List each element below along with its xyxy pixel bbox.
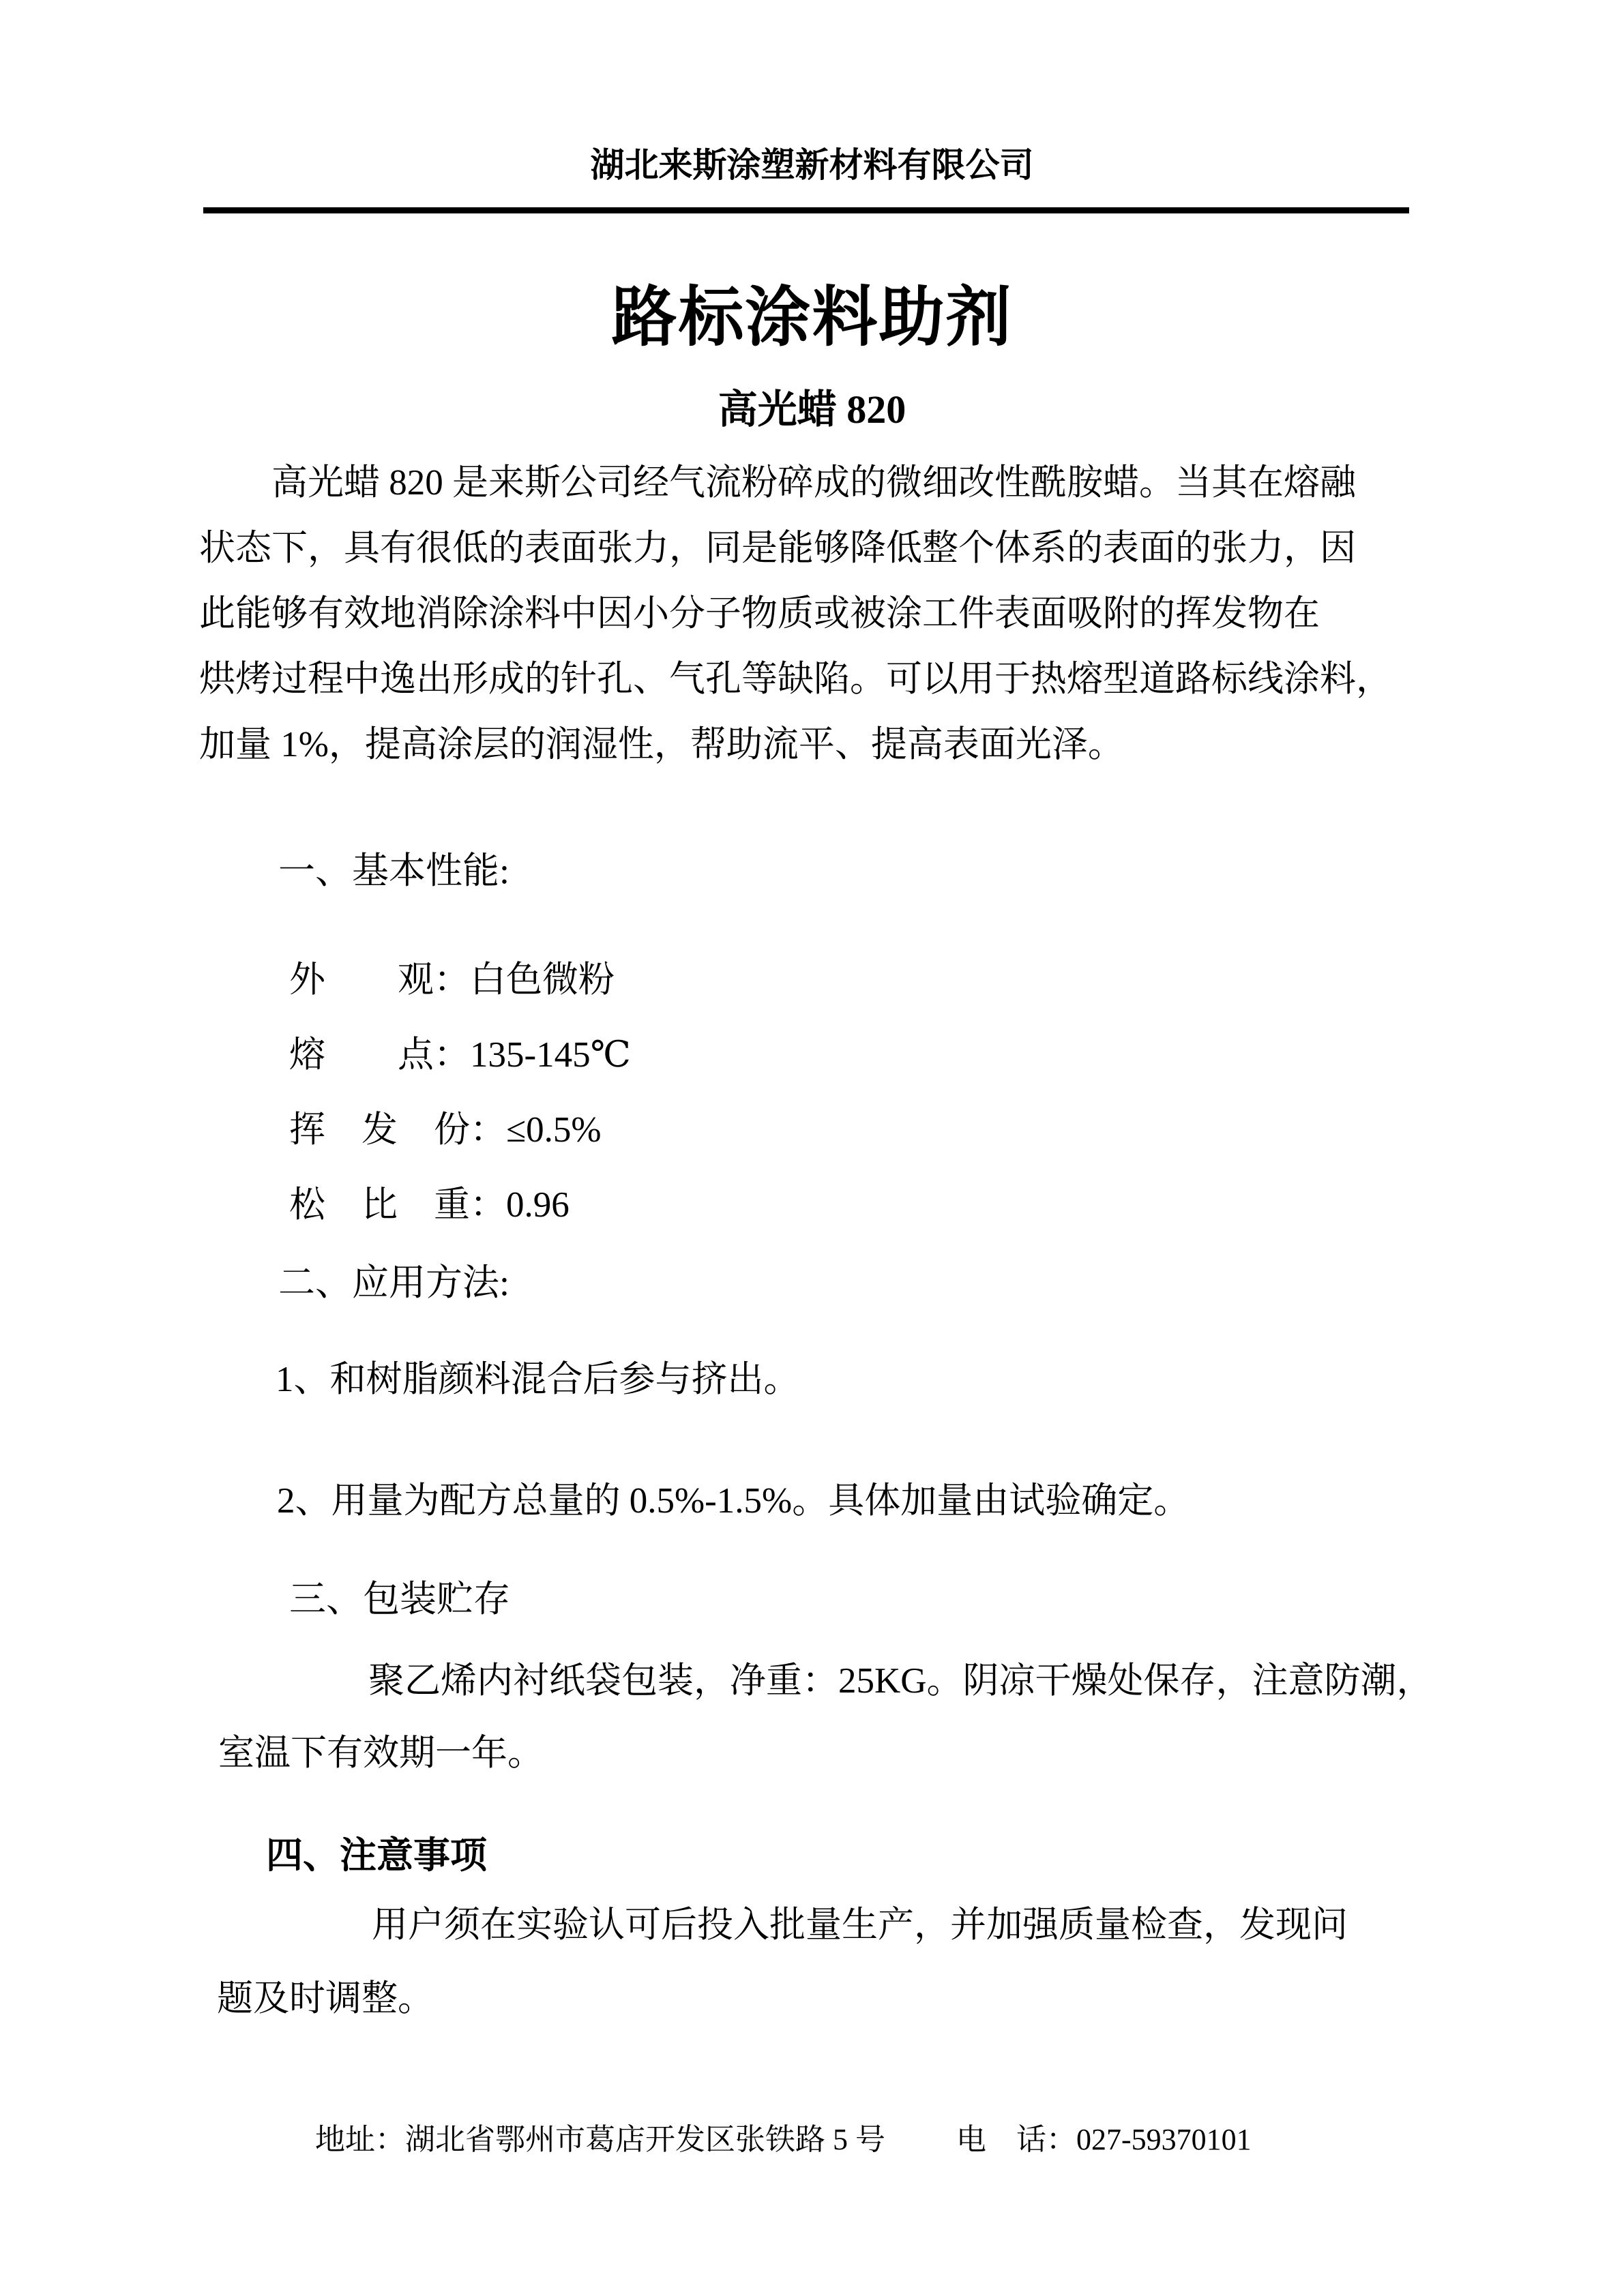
- document-subtitle: 高光蜡 820: [718, 387, 906, 432]
- section-heading-basic-properties: 一、基本性能:: [278, 850, 510, 891]
- property-appearance: 外 观：白色微粉: [289, 960, 615, 1000]
- intro-line: 烘烤过程中逸出形成的针孔、气孔等缺陷。可以用于热熔型道路标线涂料，: [199, 659, 1392, 699]
- notes-line-2: 题及时调整。: [217, 1979, 434, 2018]
- basic-properties-list: [289, 942, 631, 1242]
- footer-address: 地址：湖北省鄂州市葛店开发区张铁路 5 号: [315, 2123, 885, 2156]
- intro-paragraph: [199, 450, 1441, 777]
- property-volatile-content: 挥 发 份：≤0.5%: [289, 1110, 602, 1150]
- packaging-line-2: 室温下有效期一年。: [218, 1733, 544, 1773]
- section-heading-notes: 四、注意事项: [266, 1835, 487, 1876]
- notes-line-1: 用户须在实验认可后投入批量生产，并加强质量检查，发现问: [372, 1905, 1348, 1945]
- section-heading-application: 二、应用方法:: [278, 1262, 510, 1303]
- intro-line: 高光蜡 820 是来斯公司经气流粉碎成的微细改性酰胺蜡。当其在熔融: [271, 463, 1356, 503]
- page-footer: [315, 2122, 1252, 2158]
- intro-line: 状态下，具有很低的表面张力，同是能够降低整个体系的表面的张力，因: [199, 528, 1356, 568]
- property-melting-point: 熔 点：135-145℃: [289, 1035, 631, 1075]
- company-name: 湖北来斯涂塑新材料有限公司: [590, 146, 1034, 184]
- intro-line: 加量 1%，提高涂层的润湿性，帮助流平、提高表面光泽。: [199, 725, 1124, 764]
- document-title: 路标涂料助剂: [611, 281, 1013, 354]
- section-heading-packaging: 三、包装贮存: [289, 1579, 510, 1620]
- header-rule-divider: [203, 207, 1409, 213]
- footer-phone: 电 话：027-59370101: [956, 2123, 1252, 2156]
- packaging-line-1: 聚乙烯内衬纸袋包装，净重：25KG。阴凉干燥处保存，注意防潮，: [368, 1661, 1433, 1701]
- property-bulk-density: 松 比 重：0.96: [289, 1185, 570, 1225]
- application-item-2: 2、用量为配方总量的 0.5%-1.5%。具体加量由试验确定。: [277, 1481, 1190, 1521]
- application-item-1: 1、和树脂颜料混合后参与挤出。: [276, 1360, 800, 1399]
- intro-line: 此能够有效地消除涂料中因小分子物质或被涂工件表面吸附的挥发物在: [199, 594, 1320, 633]
